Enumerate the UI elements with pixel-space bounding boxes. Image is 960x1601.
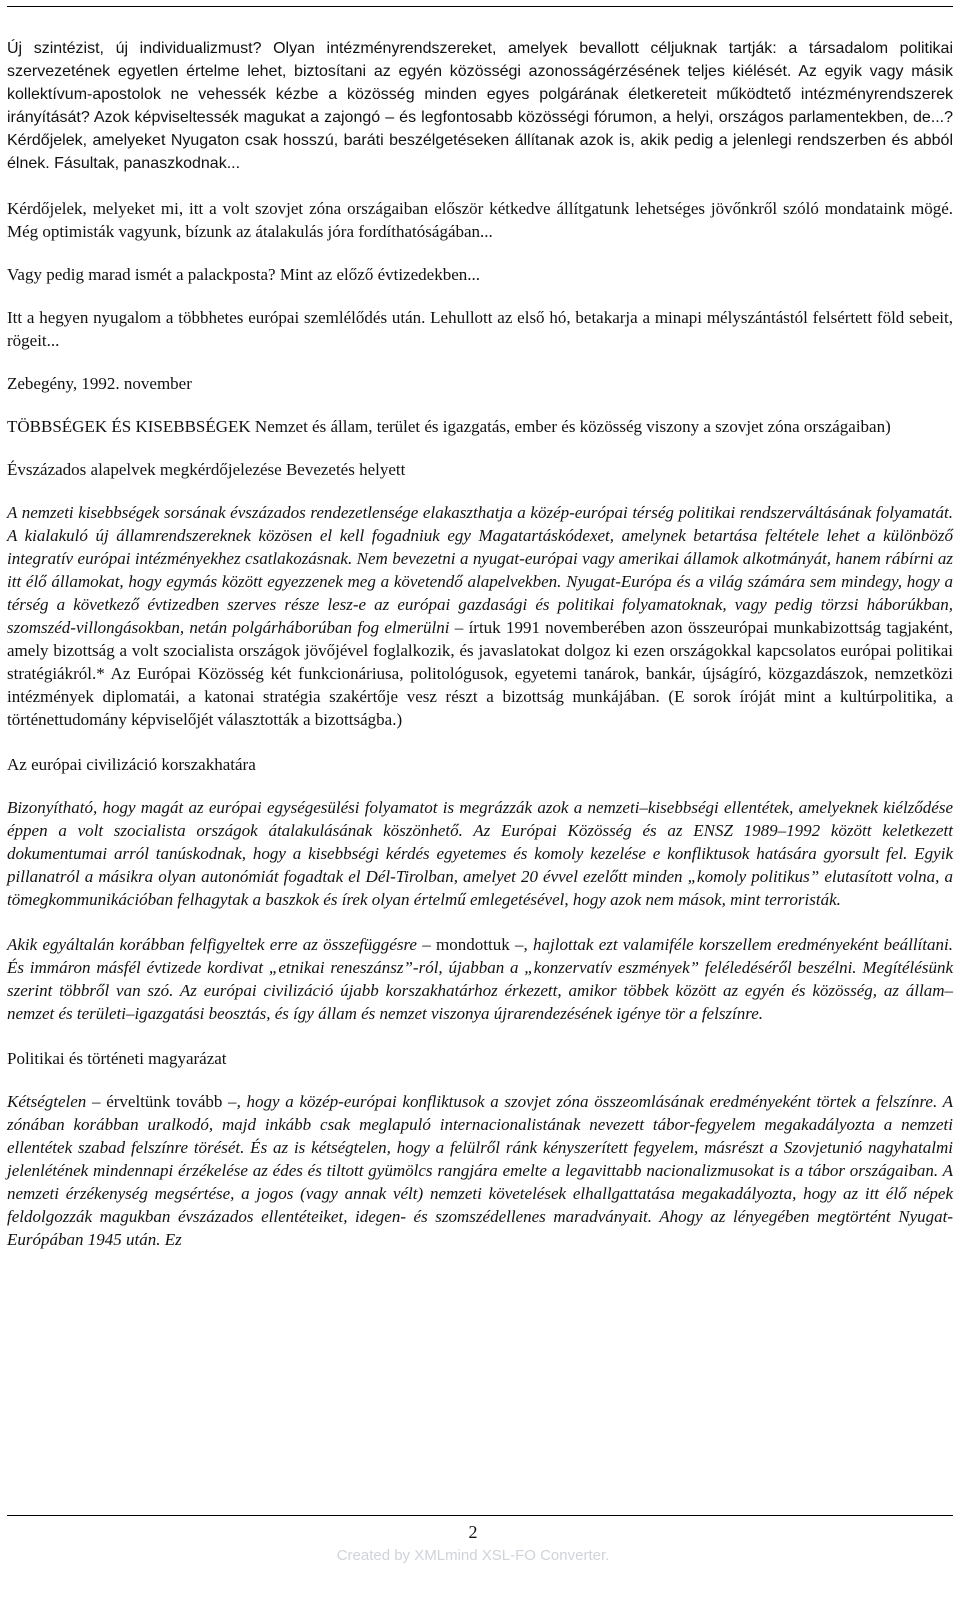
paragraph-zeitgeist-part-a: Akik egyáltalán korábban felfigyeltek erre az összefüggésre <box>7 935 417 954</box>
converter-watermark: Created by XMLmind XSL-FO Converter. <box>336 1547 610 1564</box>
paragraph-minorities <box>7 501 953 731</box>
paragraph-intro: Új szintézist, új individualizmust? Olyan intézményrendszereket, amelyek bevallott céljuknak tartják: a társadalom politikai szervezetének egyetlen értelme lehet, biztosítani az egyén közösségi azonosságérzésének teljes kiélését. Az egyik vagy másik kollektívum-apostolok ne vehessék kézbe a közösség minden egyes polgárának életkereteit működtető intézményrendszerek irányítását? Azok képviseltessék magukat a zajongó – és legfontosabb közösségi fórumon, a helyi, országos parlamentekben, de...? Kérdőjelek, amelyeket Nyugaton csak hosszú, baráti beszélgetéseken állítanak azok is, akik pedig a jelenlegi rendszerben és abból élnek. Fásultak, panaszkodnak... <box>7 40 953 172</box>
paragraph-conflicts-part-b: – érveltünk tovább – <box>86 1092 237 1111</box>
paragraph-integration: Bizonyítható, hogy magát az európai egységesülési folyamatot is megrázzák azok a nemzeti–kisebbségi ellentétek, amelyeknek kiélződése éppen a volt szocialista országok átalakulásának köszönhető. Az Európai Közösség és az ENSZ 1989–1992 között keletkezett dokumentumai arról tanúskodnak, hogy a kisebbségi kérdés egyetemes és komoly kezelése e konfliktusok hatására gyorsult fel. Egyik pillanatról a másikra olyan autonómiát fogadtak el Dél-Tirolban, amelyet 20 évvel ezelőtt minden „komoly politikus” elutasított volna, a tömegkommunikációban felhagytak a baszkok és írek olyan értelmű emlegetésével, hogy azok nem mások, mint terroristák. <box>7 798 953 909</box>
quote-minorities: A nemzeti kisebbségek sorsának évszázados rendezetlensége elakaszthatja a közép-európai térség politikai rendszerváltásának folyamatát. A kialakuló új államrendszereknek közösen el kell fogadniuk egy Magatartáskódexet, amelynek betartása feltétele lehet a különböző integratív európai intézményekhez csatlakozásnak. Nem bevezetni a nyugat-európai vagy amerikai államok alkotmányát, hanem rábírni az itt élő államokat, hogy egymás között egyezzenek meg a követendő alapelvekben. Nyugat-Európa és a világ számára sem mindegy, hogy a térség a következő évtizedben szerves része lesz-e az európai gazdasági és politikai folyamatoknak, vagy pedig törzsi háborúkban, szomszéd-villongásokban, netán polgárháborúban fog elmerülni <box>7 503 953 637</box>
paragraph-conflicts-part-c: , hogy a közép-európai konfliktusok a szovjet zóna összeomlásának eredményeként törtek a felszínre. A zónában korábban uralkodó, majd inkább csak meglapuló internacionalistának nevezett tábor-fegyelem megakadályozta a nemzeti ellentétek szabad felszínre törését. És az is kétségtelen, hogy a felülről ránk kényszerített fegyelem, másrészt a Szovjetunió nagyhatalmi jelenlétének mindennapi érzékelése az édes és tiltott gyümölcs rangjára emelte a legavittabb nacionalizmusokat is a tábor országaiban. A nemzeti érzékenység megsértése, a jogos (vagy annak vélt) nemzeti követelések elhallgattatása megakadályozta, hogy az itt élő népek feldolgozzák magukban évszázados ellentéteiket, idegen- és szomszédellenes maradványait. Ahogy az lényegében megtörtént Nyugat-Európában 1945 után. Ez <box>7 1092 953 1249</box>
paragraph-zeitgeist-part-c: , hajlottak ezt valamiféle korszellem eredményeként beállítani. És immáron másfél évtizede kordivat „etnikai reneszánsz”-ról, újabban a „konzervatív eszmények” feléledéséről beszélni. Megítélésünk szerint többről van szó. Az európai civilizáció újabb korszakhatárhoz érkezett, amikor többek között az egyén és közösség, az állam–nemzet és területi–igazgatási beosztás, és így állam és nemzet viszonya újrarendezésének igénye tör a felszínre. <box>7 935 953 1023</box>
section-title-majorities: TÖBBSÉGEK ÉS KISEBBSÉGEK Nemzet és állam, terület és igazgatás, ember és közösség viszony a szovjet zóna országaiban) <box>7 417 891 436</box>
paragraph-zeitgeist <box>7 933 953 1025</box>
paragraph-place-date: Zebegény, 1992. november <box>7 374 192 393</box>
section-heading-civilization: Az európai civilizáció korszakhatára <box>7 755 256 774</box>
paragraph-conflicts-part-a: Kétségtelen <box>7 1092 87 1111</box>
document-body <box>7 37 953 1273</box>
footer-rule <box>7 1515 953 1516</box>
section-heading-principles: Évszázados alapelvek megkérdőjelezése Bevezetés helyett <box>7 460 406 479</box>
section-heading-explanation: Politikai és történeti magyarázat <box>7 1049 227 1068</box>
page-number: 2 <box>468 1522 478 1542</box>
paragraph-conflicts <box>7 1090 953 1251</box>
paragraph-zeitgeist-part-b: – mondottuk – <box>416 935 524 954</box>
header-rule <box>7 6 953 7</box>
paragraph-mountain: Itt a hegyen nyugalom a többhetes európai szemlélődés után. Lehullott az első hó, betakarja a minapi mélyszántástól felsértett föld sebeit, rögeit... <box>7 308 953 350</box>
paragraph-questions: Kérdőjelek, melyeket mi, itt a volt szovjet zóna országaiban először kétkedve állítgatunk lehetséges jövőnkről szóló mondataink mögé. Még optimisták vagyunk, bízunk az átalakulás jóra fordíthatóságában... <box>7 199 953 241</box>
paragraph-bottle-post: Vagy pedig marad ismét a palackposta? Mint az előző évtizedekben... <box>7 265 480 284</box>
paragraph-minorities-continued: – írtuk 1991 novemberében azon összeurópai munkabizottság tagjaként, amely bizottság a volt szocialista országok jövőjével foglalkozik, és javaslatokat dolgoz ki ezen országokkal kapcsolatos európai politikai stratégiákról.* Az Európai Közösség két funkcionáriusa, politológusok, egyetemi tanárok, bankár, újságíró, közgazdászok, nemzetközi intézmények diplomatái, a katonai stratégia szakértője vesz részt a bizottság munkájában. (E sorok íróját mint a kultúrpolitika, a történettudomány képviselőjét választották a bizottságba.) <box>7 618 953 729</box>
